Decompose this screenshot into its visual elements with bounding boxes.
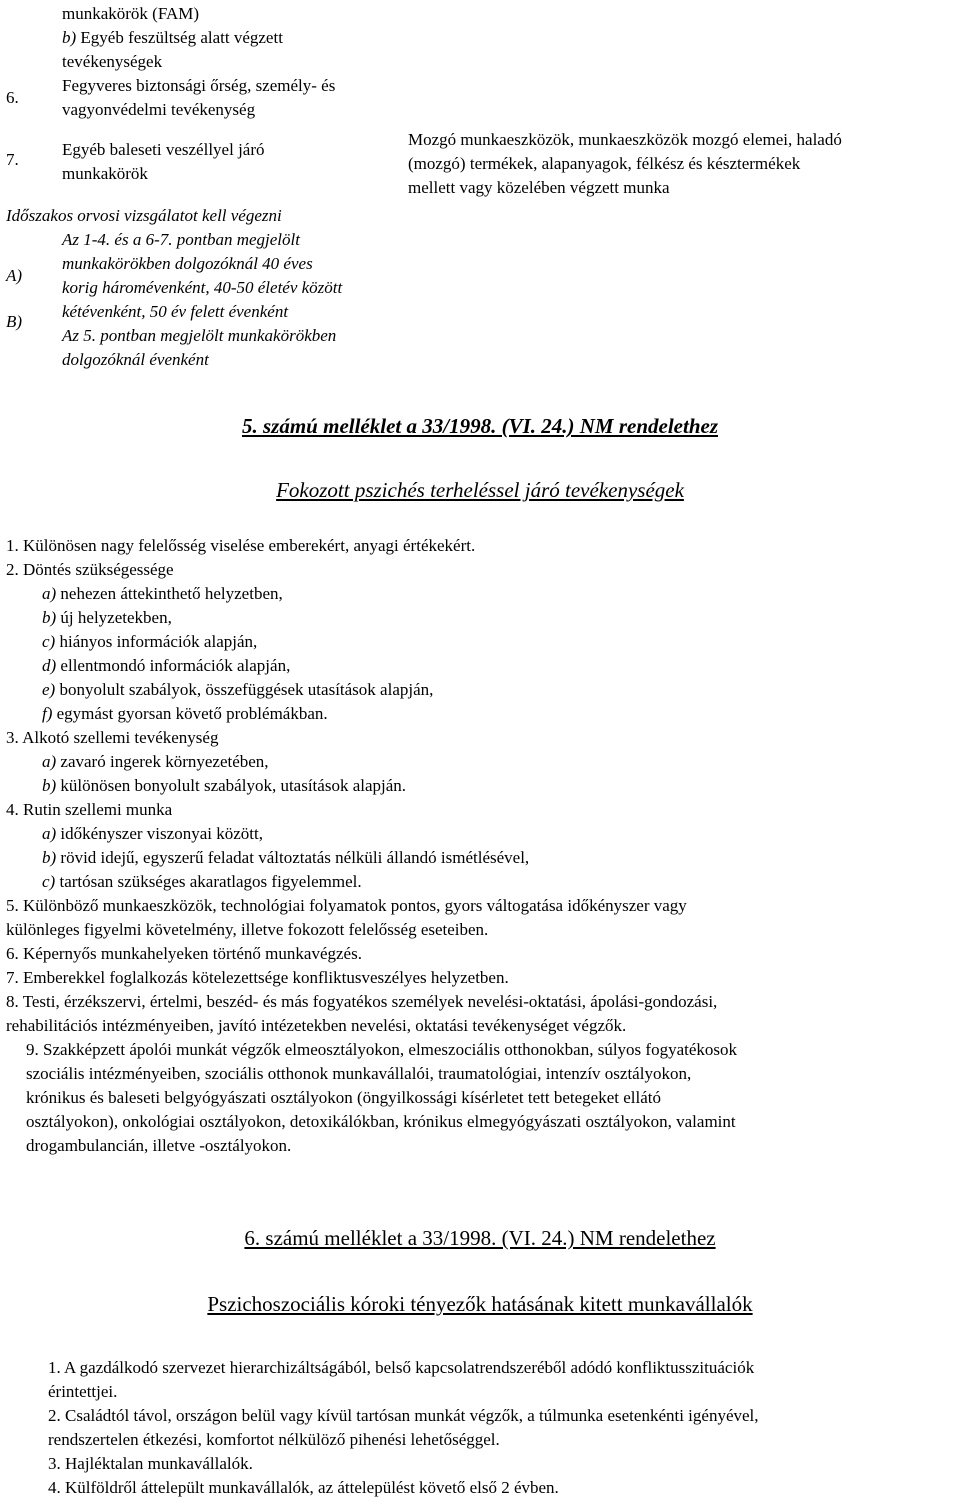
list-subitem: a) zavaró ingerek környezetében, xyxy=(42,752,269,771)
list-item: 4. Rutin szellemi munka xyxy=(6,800,173,819)
annex5-title-text: 5. számú melléklet a 33/1998. (VI. 24.) NM rendelethez xyxy=(242,414,718,438)
row7-right2: (mozgó) termékek, alapanyagok, félkész és késztermékek xyxy=(408,154,801,173)
row7-text1: Egyéb baleseti veszéllyel járó xyxy=(62,140,265,159)
a-line-3: korig háromévenként, 40-50 életév között xyxy=(62,278,343,297)
annex6-title xyxy=(0,1224,960,1252)
paragraph-9-line-1: 9. Szakképzett ápolói munkát végzők elmeosztályokon, elmeszociális otthonokban, súlyos fogyatékosok xyxy=(26,1040,738,1059)
paragraph-9-line-2: szociális intézményeiben, szociális otthonok munkavállalói, traumatológiai, intenzív osztályokon, xyxy=(26,1064,692,1083)
row7-right3: mellett vagy közelében végzett munka xyxy=(408,178,670,197)
row5-tail: munkakörök (FAM) xyxy=(62,4,200,23)
annex6-p2-line-2: rendszertelen étkezési, komfortot nélkülöző pihenési lehetőséggel. xyxy=(48,1430,500,1449)
row7-text2: munkakörök xyxy=(62,164,148,183)
annex5-subtitle-text: Fokozott pszichés terheléssel járó tevékenységek xyxy=(276,478,684,502)
list-subitem: a) időkényszer viszonyai között, xyxy=(42,824,263,843)
annex6-p1-line-2: érintettjei. xyxy=(48,1382,118,1401)
annex6-subtitle-text: Pszichoszociális kóroki tényezők hatásának kitett munkavállalók xyxy=(207,1292,753,1316)
row5-b-letter: b) xyxy=(62,28,77,47)
paragraph-9-line-5: drogambulancián, illetve -osztályokon. xyxy=(26,1136,292,1155)
list-subitem: e) bonyolult szabályok, összefüggések utasítások alapján, xyxy=(42,680,434,699)
row6-text2: vagyonvédelmi tevékenység xyxy=(62,100,256,119)
a-line-4: kétévenként, 50 év felett évenként xyxy=(62,302,289,321)
annex6-p2-line-1: 2. Családtól távol, országon belül vagy kívül tartósan munkát végzők, a túlmunka esetenkénti igényével, xyxy=(48,1406,759,1425)
list-subitem: b) különösen bonyolult szabályok, utasítások alapján. xyxy=(42,776,407,795)
row7-number: 7. xyxy=(6,150,19,169)
list-subitem: c) hiányos információk alapján, xyxy=(42,632,258,651)
paragraph-9-line-3: krónikus és baleseti belgyógyászati osztályokon (öngyilkossági kísérletet tett betegeket ellátó xyxy=(26,1088,661,1107)
paragraph-6: 6. Képernyős munkahelyeken történő munkavégzés. xyxy=(6,944,362,963)
periodic-heading: Időszakos orvosi vizsgálatot kell végezni xyxy=(6,206,282,225)
b-label: B) xyxy=(6,312,23,331)
row5-b-text: Egyéb feszültség alatt végzett xyxy=(80,28,283,47)
paragraph-9-line-4: osztályokon), onkológiai osztályokon, detoxikálókban, krónikus elmegyógyászati osztályokon, valamint xyxy=(26,1112,736,1131)
annex6-p1-line-1: 1. A gazdálkodó szervezet hierarchizáltságából, belső kapcsolatrendszeréből adódó konfliktusszituációk xyxy=(48,1358,755,1377)
annex6-subtitle xyxy=(0,1290,960,1318)
paragraph-8-line-1: 8. Testi, érzékszervi, értelmi, beszéd- és más fogyatékos személyek nevelési-oktatási, ápolási-gondozási, xyxy=(6,992,718,1011)
row6-number: 6. xyxy=(6,88,19,107)
a-label: A) xyxy=(6,266,23,285)
annex5-list xyxy=(6,534,946,1158)
paragraph-5-line-1: 5. Különböző munkaeszközök, technológiai folyamatok pontos, gyors váltogatása időkényszer vagy xyxy=(6,896,687,915)
list-subitem: b) új helyzetekben, xyxy=(42,608,172,627)
paragraph-5-line-2: különleges figyelmi követelmény, illetve fokozott felelősség eseteiben. xyxy=(6,920,489,939)
list-item: 3. Alkotó szellemi tevékenység xyxy=(6,728,219,747)
list-subitem: f) egymást gyorsan követő problémákban. xyxy=(42,704,328,723)
annex6-title-text: 6. számú melléklet a 33/1998. (VI. 24.) NM rendelethez xyxy=(244,1226,716,1250)
list-subitem: c) tartósan szükséges akaratlagos figyelemmel. xyxy=(42,872,362,891)
row5-b-text2: tevékenységek xyxy=(62,52,163,71)
annex5-title xyxy=(0,412,960,440)
annex6-list xyxy=(48,1356,953,1500)
row6-text1: Fegyveres biztonsági őrség, személy- és xyxy=(62,76,336,95)
list-item: 1. Különösen nagy felelősség viselése emberekért, anyagi értékekért. xyxy=(6,536,476,555)
list-item: 2. Döntés szükségessége xyxy=(6,560,174,579)
b-line-2: dolgozóknál évenként xyxy=(62,350,209,369)
list-subitem: a) nehezen áttekinthető helyzetben, xyxy=(42,584,283,603)
paragraph-7: 7. Emberekkel foglalkozás kötelezettsége konfliktusveszélyes helyzetben. xyxy=(6,968,509,987)
list-subitem: b) rövid idejű, egyszerű feladat változtatás nélküli állandó ismétlésével, xyxy=(42,848,530,867)
annex6-p4: 4. Külföldről áttelepült munkavállalók, az áttelepülést követő első 2 évben. xyxy=(48,1478,559,1497)
row7-right1: Mozgó munkaeszközök, munkaeszközök mozgó elemei, haladó xyxy=(408,130,842,149)
b-line-1: Az 5. pontban megjelölt munkakörökben xyxy=(62,326,337,345)
list-subitem: d) ellentmondó információk alapján, xyxy=(42,656,291,675)
row5-b xyxy=(62,26,283,50)
annex6-p3: 3. Hajléktalan munkavállalók. xyxy=(48,1454,253,1473)
annex5-subtitle xyxy=(0,476,960,504)
a-line-2: munkakörökben dolgozóknál 40 éves xyxy=(62,254,313,273)
paragraph-8-line-2: rehabilitációs intézményeiben, javító intézetekben nevelési, oktatási tevékenységet végzők. xyxy=(6,1016,627,1035)
a-line-1: Az 1-4. és a 6-7. pontban megjelölt xyxy=(62,230,300,249)
